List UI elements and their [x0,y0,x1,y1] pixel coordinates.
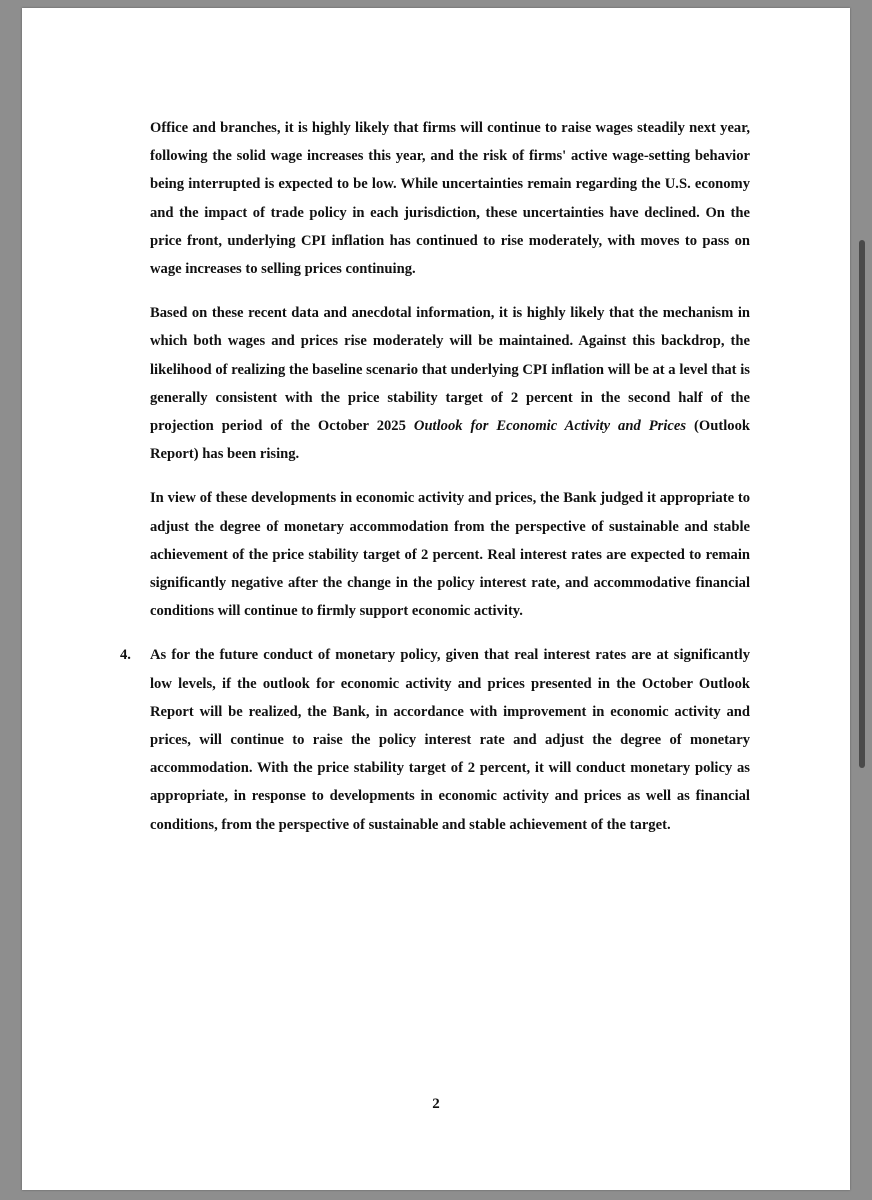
page-number: 2 [432,1096,440,1112]
paragraph-wages: Office and branches, it is highly likely that firms will continue to raise wages steadily next year, following the solid wage increases this year, and the risk of firms' active wage-setting behavior being interrupted is expected to be low. While uncertainties remain regarding the U.S. economy and the impact of trade policy in each jurisdiction, these uncertainties have declined. On the price front, underlying CPI inflation has continued to rise moderately, with moves to pass on wage increases to selling prices continuing. [150,120,750,278]
paragraph-mechanism [150,299,750,468]
scrollbar-thumb[interactable] [859,240,865,768]
vertical-scrollbar[interactable] [854,8,872,1190]
item-number: 4. [120,647,131,664]
page-body [120,114,750,855]
outlook-report-title: Outlook for Economic Activity and Prices [413,418,687,435]
paragraph-mechanism-text-start: Based on these recent data and anecdotal information, it is highly likely that the mechanism in which both wages and prices rise moderately will be maintained. Against this backdrop, the likelihood of realizing the baseline scenario that underlying CPI inflation will be at a level that is generally consistent with the price stability target of 2 percent in the second half of the projection period of the October 2025 [150,305,750,435]
item-text: As for the future conduct of monetary policy, given that real interest rates are at significantly low levels, if the outlook for economic activity and prices presented in the October Outlook Report will be realized, the Bank, in accordance with improvement in economic activity and prices, will continue to raise the policy interest rate and adjust the degree of monetary accommodation. With the price stability target of 2 percent, it will conduct monetary policy as appropriate, in response to developments in economic activity and prices as well as financial conditions, from the perspective of sustainable and stable achievement of the target. [150,647,750,833]
document-page [22,8,850,1190]
numbered-item-4 [120,641,750,838]
paragraph-policy-judgment: In view of these developments in economic activity and prices, the Bank judged it appropriate to adjust the degree of monetary accommodation from the perspective of sustainable and stable achievement of the price stability target of 2 percent. Real interest rates are expected to remain significantly negative after the change in the policy interest rate, and accommodative financial conditions will continue to firmly support economic activity. [150,490,750,620]
paragraph-mechanism-text-end: (Outlook Report) has been rising. [150,418,750,463]
